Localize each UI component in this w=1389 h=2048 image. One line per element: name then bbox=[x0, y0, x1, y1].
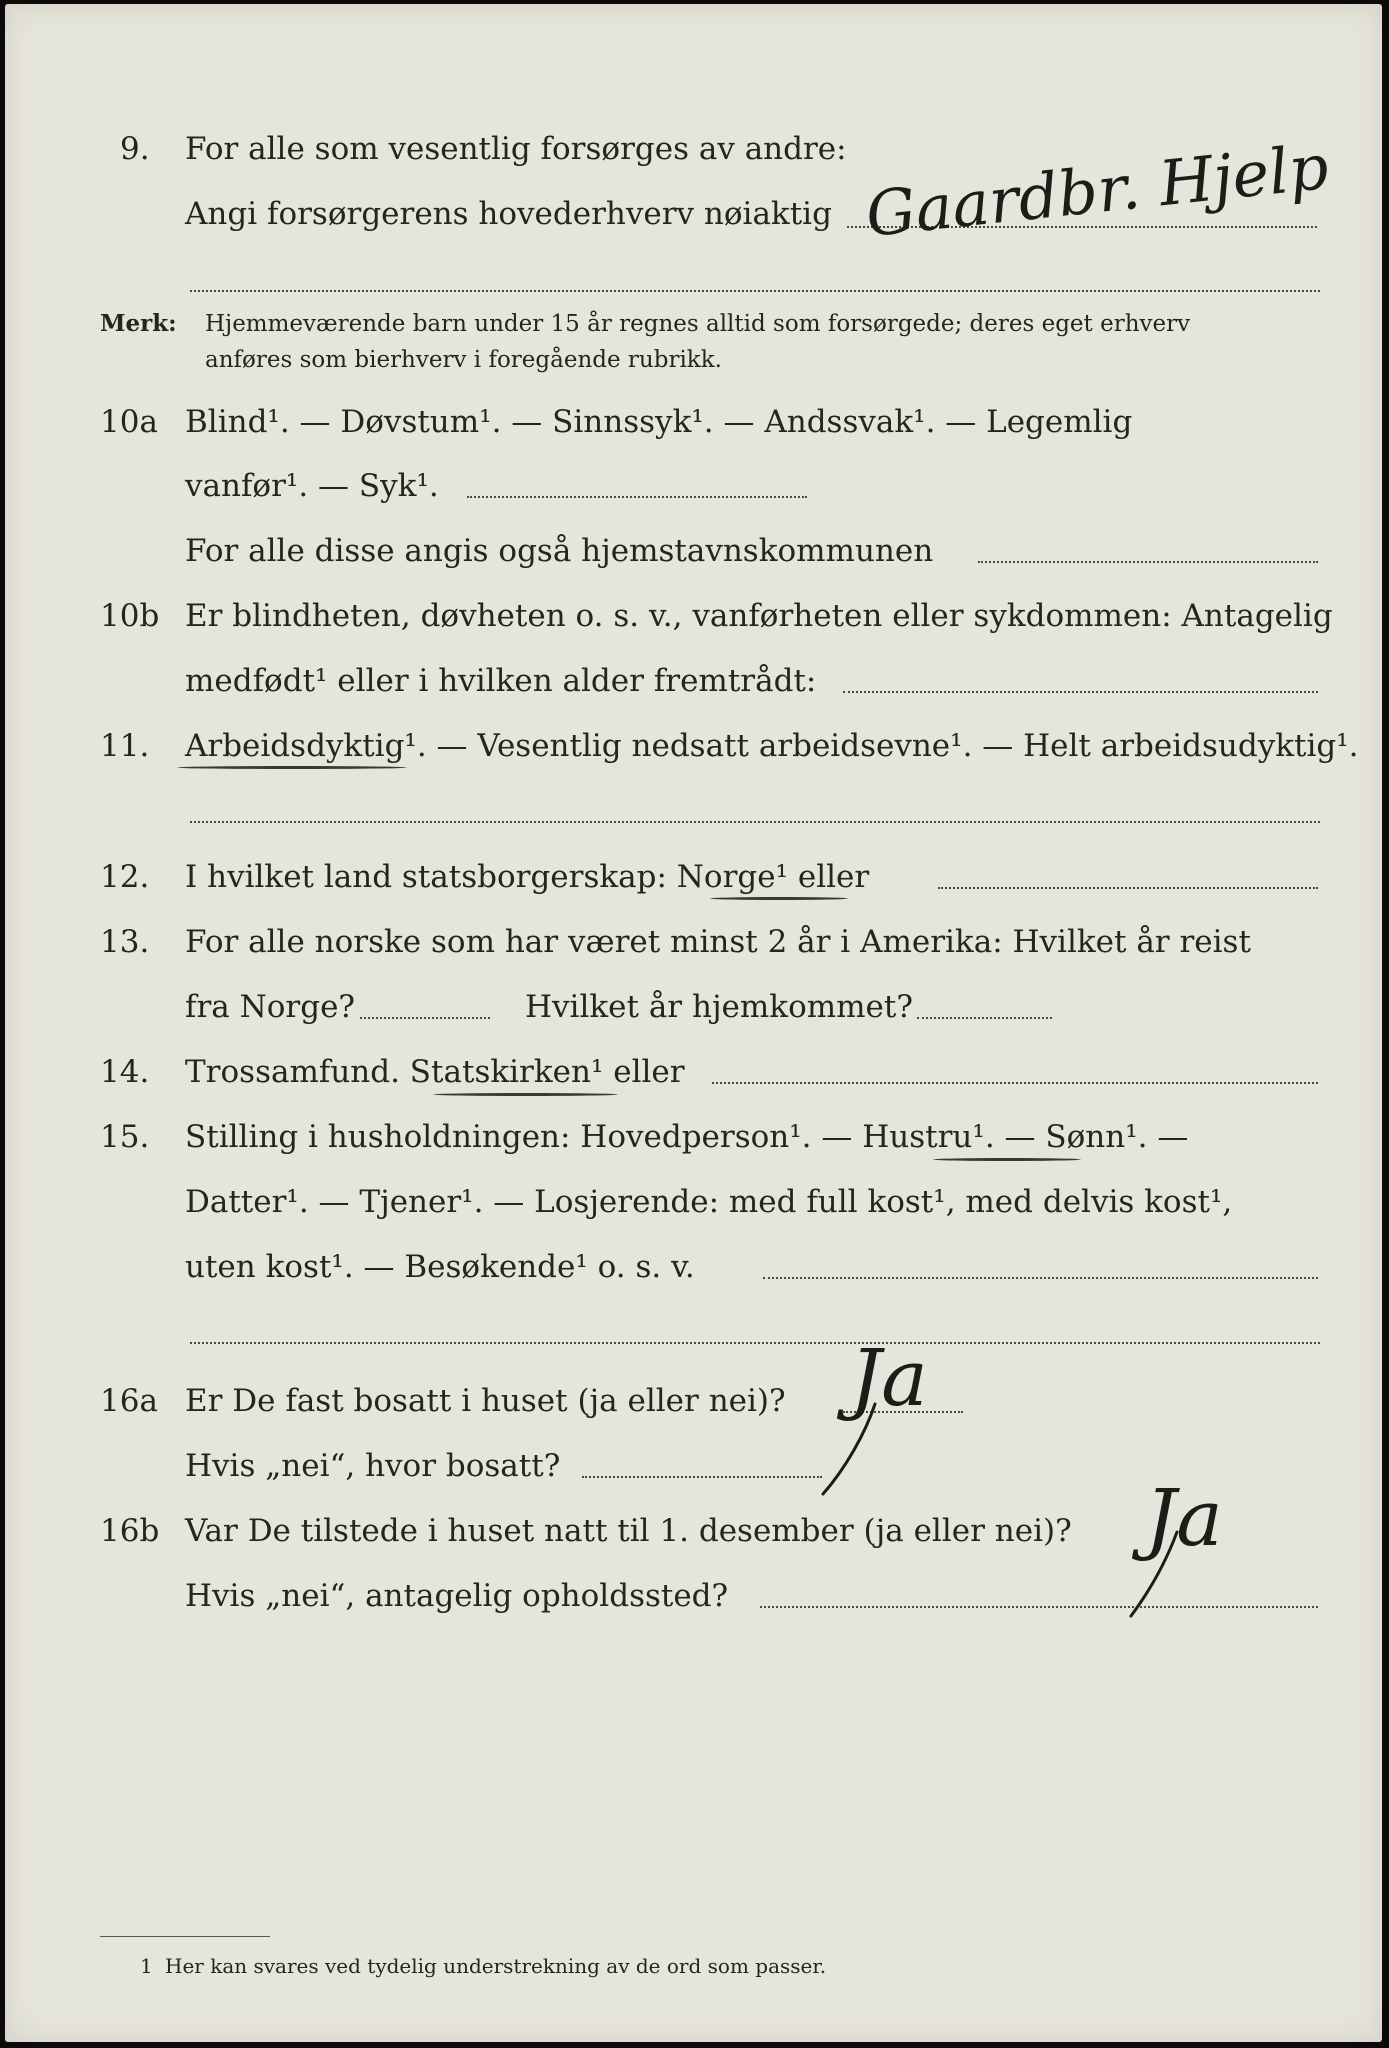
q13-line-1: For alle norske som har været minst 2 år i Amerika: Hvilket år reist bbox=[185, 924, 1251, 960]
q16b-handwritten-answer: Ja bbox=[1145, 1474, 1223, 1564]
q10b-number: 10b bbox=[100, 598, 160, 634]
q15-answer-line bbox=[763, 1277, 1318, 1279]
q16b-line-2: Hvis „nei“, antagelig opholdssted? bbox=[185, 1578, 729, 1614]
merk-line-2: anføres som bierhverv i foregående rubrikk. bbox=[205, 347, 722, 373]
footnote-mark: 1 bbox=[140, 1954, 153, 1978]
q11-blank-line bbox=[190, 821, 1320, 823]
q10a-line-1: Blind¹. — Døvstum¹. — Sinnssyk¹. — Andssvak¹. — Legemlig bbox=[185, 404, 1133, 440]
q16a-answer-stroke bbox=[805, 1394, 895, 1504]
q16b-location-line bbox=[760, 1606, 1318, 1608]
q12-norge-underline bbox=[710, 897, 848, 900]
census-form-page bbox=[5, 4, 1382, 2042]
q15-number: 15. bbox=[100, 1119, 150, 1155]
q10b-line-2: medfødt¹ eller i hvilken alder fremtrådt: bbox=[185, 663, 817, 699]
q16a-handwritten-answer: Ja bbox=[850, 1334, 928, 1424]
q10a-line-2: vanfør¹. — Syk¹. bbox=[185, 468, 439, 504]
q13-return-line bbox=[917, 1017, 1052, 1019]
q12-line-1: I hvilket land statsborgerskap: Norge¹ eller bbox=[185, 859, 870, 895]
q9-number: 9. bbox=[120, 131, 150, 167]
q10a-hometown-line bbox=[978, 561, 1318, 563]
q16b-number: 16b bbox=[100, 1513, 160, 1549]
q16a-number: 16a bbox=[100, 1383, 158, 1419]
q14-number: 14. bbox=[100, 1054, 150, 1090]
q9-blank-line bbox=[190, 290, 1320, 292]
merk-line-1: Hjemmeværende barn under 15 år regnes alltid som forsørgede; deres eget erhverv bbox=[205, 311, 1191, 337]
q9-line-1: For alle som vesentlig forsørges av andre: bbox=[185, 131, 847, 167]
q14-statskirken-underline bbox=[433, 1093, 618, 1096]
q15-hustru-underline bbox=[933, 1158, 1081, 1161]
q13-number: 13. bbox=[100, 924, 150, 960]
q15-blank-line bbox=[190, 1342, 1320, 1344]
q11-line-1: Arbeidsdyktig¹. — Vesentlig nedsatt arbeidsevne¹. — Helt arbeidsudyktig¹. bbox=[185, 728, 1359, 764]
q16b-line-1: Var De tilstede i huset natt til 1. desember (ja eller nei)? bbox=[185, 1513, 1072, 1549]
q11-arbeidsdyktig-underline bbox=[177, 766, 407, 769]
q15-line-3: uten kost¹. — Besøkende¹ o. s. v. bbox=[185, 1249, 695, 1285]
q9-line-2: Angi forsørgerens hovederhverv nøiaktig bbox=[185, 196, 832, 232]
q16a-location-line bbox=[582, 1476, 822, 1478]
footnote-text: Her kan svares ved tydelig understrekning av de ord som passer. bbox=[165, 1954, 827, 1978]
q10b-answer-line bbox=[843, 691, 1318, 693]
q16a-line-1: Er De fast bosatt i huset (ja eller nei)? bbox=[185, 1383, 786, 1419]
q13-line-2a: fra Norge? bbox=[185, 989, 356, 1025]
q15-line-2: Datter¹. — Tjener¹. — Losjerende: med full kost¹, med delvis kost¹, bbox=[185, 1184, 1233, 1220]
q14-answer-line bbox=[712, 1082, 1318, 1084]
q9-handwritten-answer: Gaardbr. Hjelp bbox=[862, 129, 1332, 252]
footnote-rule bbox=[100, 1936, 270, 1937]
q10a-answer-line bbox=[467, 496, 807, 498]
merk-label: Merk: bbox=[100, 310, 177, 337]
q11-number: 11. bbox=[100, 728, 150, 764]
q16b-answer-stroke bbox=[1115, 1524, 1195, 1624]
q12-number: 12. bbox=[100, 859, 150, 895]
q10a-number: 10a bbox=[100, 404, 158, 440]
q13-departure-line bbox=[360, 1017, 490, 1019]
q15-line-1: Stilling i husholdningen: Hovedperson¹. — Hustru¹. — Sønn¹. — bbox=[185, 1119, 1189, 1155]
q13-line-2b: Hvilket år hjemkommet? bbox=[525, 989, 913, 1025]
q16a-line-2: Hvis „nei“, hvor bosatt? bbox=[185, 1448, 561, 1484]
q14-line-1: Trossamfund. Statskirken¹ eller bbox=[185, 1054, 685, 1090]
q10a-line-3: For alle disse angis også hjemstavnskommunen bbox=[185, 533, 934, 569]
q12-answer-line bbox=[938, 887, 1318, 889]
q10b-line-1: Er blindheten, døvheten o. s. v., vanførheten eller sykdommen: Antagelig bbox=[185, 598, 1333, 634]
